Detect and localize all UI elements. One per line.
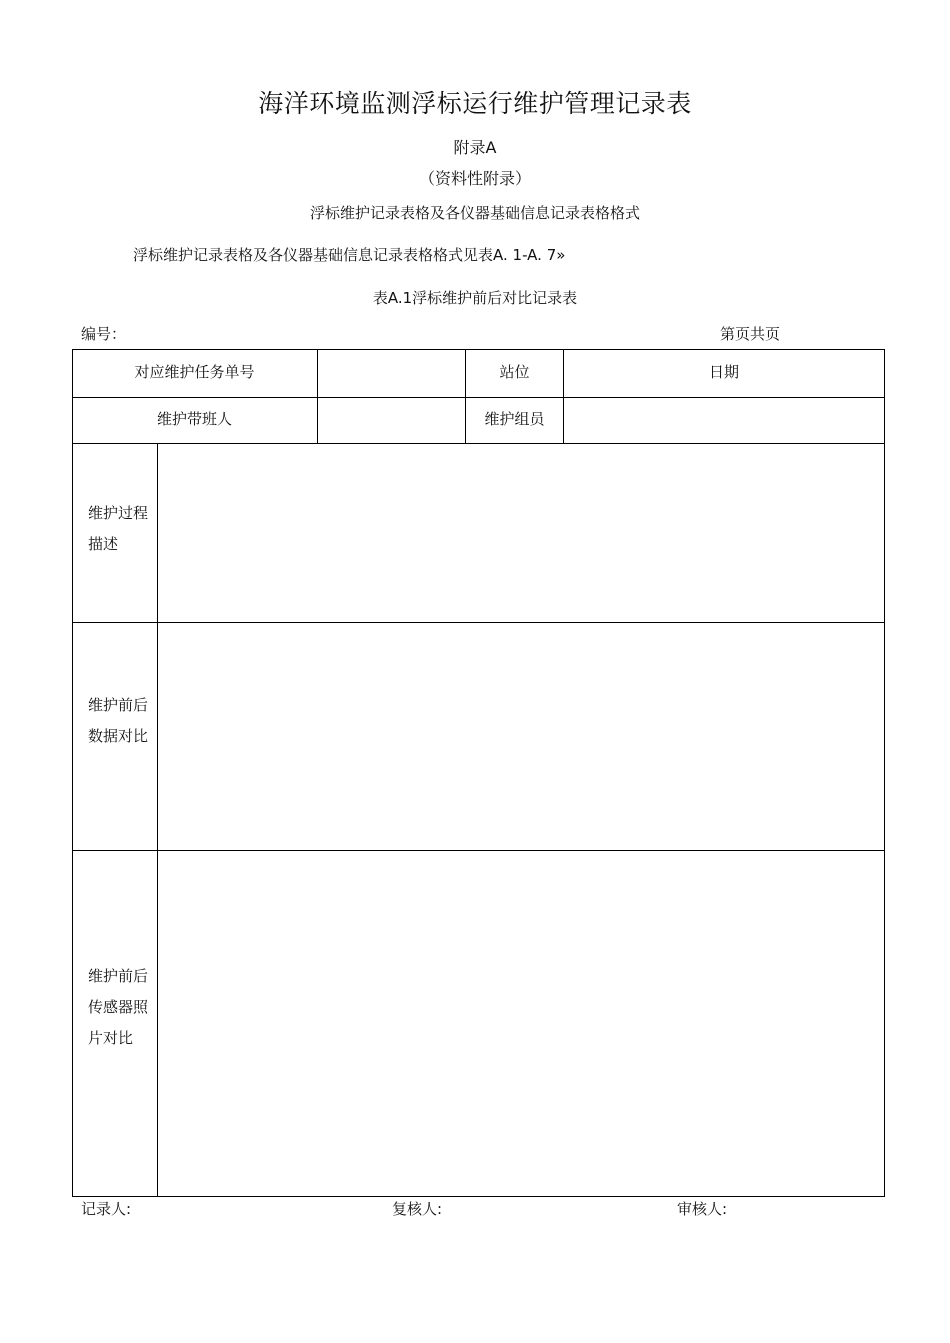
task-number-field[interactable] bbox=[318, 350, 465, 397]
task-number-label: 对应维护任务单号 bbox=[134, 363, 255, 381]
station-label: 站位 bbox=[499, 363, 530, 381]
table-caption: 表A.1浮标维护前后对比记录表 bbox=[372, 289, 578, 307]
table-border-top bbox=[72, 349, 885, 350]
date-label: 日期 bbox=[708, 363, 739, 381]
sensor-photo-comparison-field[interactable] bbox=[158, 851, 884, 1196]
section-heading: 浮标维护记录表格及各仪器基础信息记录表格格式 bbox=[309, 204, 640, 222]
serial-number-label: 编号： bbox=[81, 325, 127, 343]
shift-leader-label: 维护带班人 bbox=[156, 410, 232, 428]
sensor-photo-comparison-label: 维护前后传感器照片对比 bbox=[88, 967, 149, 1047]
table-border-left bbox=[72, 349, 73, 1197]
document-title: 海洋环境监测浮标运行维护管理记录表 bbox=[258, 89, 692, 118]
recorder-label: 记录人: bbox=[81, 1200, 132, 1218]
table-border-bottom bbox=[72, 1196, 885, 1197]
page-info: 第页共页 bbox=[720, 325, 781, 343]
auditor-label: 审核人: bbox=[677, 1200, 728, 1218]
team-members-field[interactable] bbox=[564, 398, 884, 443]
process-description-field[interactable] bbox=[158, 444, 884, 622]
appendix-label: 附录A bbox=[453, 138, 497, 157]
table-border-right bbox=[884, 349, 885, 1197]
process-description-label: 维护过程描述 bbox=[88, 504, 149, 553]
appendix-note: （资料性附录） bbox=[418, 169, 531, 188]
intro-paragraph: 浮标维护记录表格及各仪器基础信息记录表格格式见表A. 1-A. 7» bbox=[133, 246, 566, 264]
data-comparison-label: 维护前后数据对比 bbox=[88, 696, 149, 745]
data-comparison-field[interactable] bbox=[158, 623, 884, 850]
reviewer-label: 复核人: bbox=[392, 1200, 443, 1218]
team-members-label: 维护组员 bbox=[484, 410, 545, 428]
shift-leader-field[interactable] bbox=[318, 398, 465, 443]
